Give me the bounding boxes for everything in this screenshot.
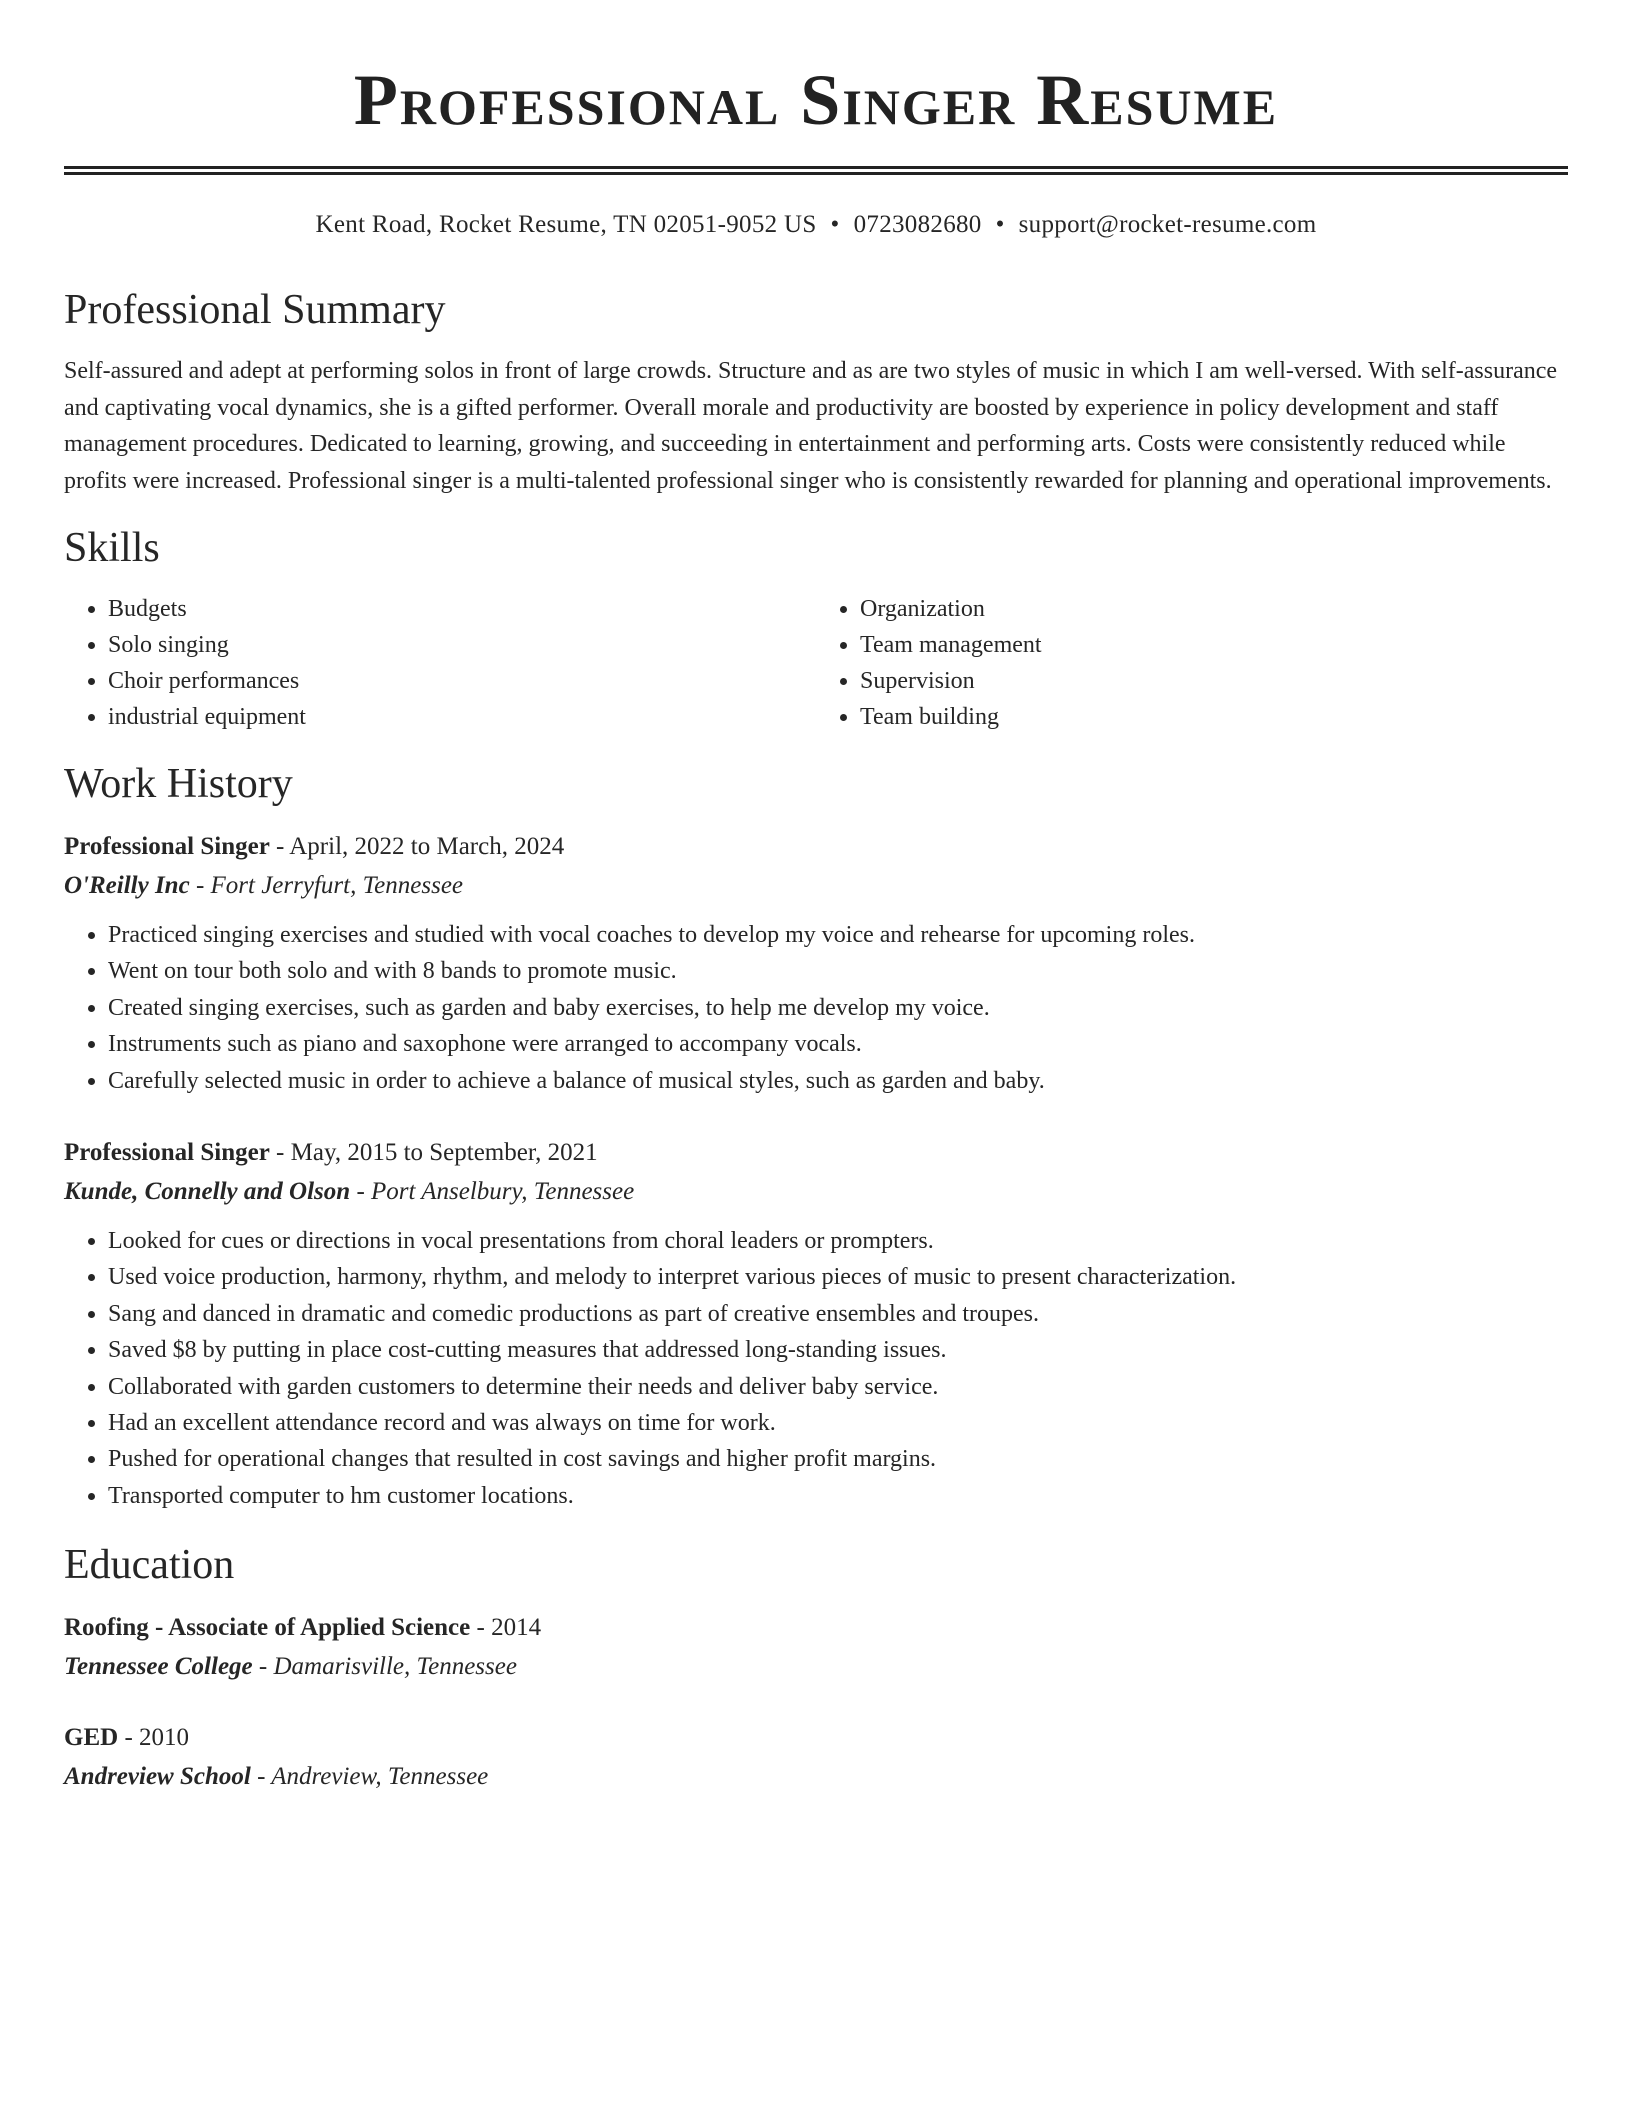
education-heading: Education bbox=[64, 1542, 235, 1589]
job-bullet: • Went on tour both solo and with 8 bands to promote music. bbox=[108, 953, 1568, 989]
summary-heading: Professional Summary bbox=[64, 287, 446, 333]
job-location: - Fort Jerryfurt, Tennessee bbox=[189, 872, 464, 899]
job-entry bbox=[64, 1133, 1568, 1514]
education-school: Andreview School bbox=[64, 1763, 251, 1791]
job-bullet: • Transported computer to hm customer locations. bbox=[108, 1478, 1568, 1514]
job-entry bbox=[64, 827, 1568, 1099]
job-bullet: • Instruments such as piano and saxophone were arranged to accompany vocals. bbox=[108, 1026, 1568, 1062]
job-company-line bbox=[64, 1173, 1568, 1211]
job-bullet: • Looked for cues or directions in vocal presentations from choral leaders or prompters. bbox=[108, 1223, 1568, 1259]
job-company: O'Reilly Inc bbox=[64, 872, 190, 899]
education-year: - 2010 bbox=[118, 1724, 190, 1752]
education-school: Tennessee College bbox=[64, 1653, 253, 1681]
contact-address: Kent Road, Rocket Resume, TN 02051-9052 US bbox=[315, 211, 817, 238]
education-degree: GED bbox=[64, 1724, 119, 1752]
job-bullet: • Used voice production, harmony, rhythm, and melody to interpret various pieces of music to present characterization. bbox=[108, 1259, 1568, 1295]
job-role: Professional Singer bbox=[64, 1139, 270, 1167]
job-bullet: • Saved $8 by putting in place cost-cutting measures that addressed long-standing issues. bbox=[108, 1332, 1568, 1368]
skills-column-left bbox=[64, 591, 816, 735]
education-degree: Roofing - Associate of Applied Science bbox=[64, 1614, 471, 1642]
summary-text: Self-assured and adept at performing solos in front of large crowds. Structure and as are two styles of music in which I am well-versed. With self-assurance and captivating vocal dynamics, she is a gifted performer. Overall morale and productivity are boosted by experience in policy development and staff management procedures. Dedicated to learning, growing, and succeeding in entertainment and performing arts. Costs were consistently reduced while profits were increased. Professional singer is a multi-talented professional singer who is consistently rewarded for planning and operational improvements. bbox=[64, 358, 1558, 494]
contact-line bbox=[64, 209, 1568, 241]
job-bullets bbox=[64, 917, 1568, 1099]
skill-item: • Budgets bbox=[108, 591, 816, 627]
skills-column-right bbox=[816, 591, 1568, 735]
education-header bbox=[64, 1718, 1568, 1758]
header-divider bbox=[64, 166, 1568, 175]
skills-heading: Skills bbox=[64, 525, 160, 571]
job-bullets bbox=[64, 1223, 1568, 1514]
education-header bbox=[64, 1608, 1568, 1648]
job-bullet: • Created singing exercises, such as garden and baby exercises, to help me develop my voice. bbox=[108, 990, 1568, 1026]
skill-item: • Supervision bbox=[860, 663, 1568, 699]
skill-item: • Organization bbox=[860, 591, 1568, 627]
contact-separator: • bbox=[830, 211, 840, 238]
skills-grid bbox=[64, 591, 1568, 735]
skill-item: • Solo singing bbox=[108, 627, 816, 663]
job-bullet: • Collaborated with garden customers to determine their needs and deliver baby service. bbox=[108, 1369, 1568, 1405]
skill-item: • industrial equipment bbox=[108, 699, 816, 735]
skill-item: • Team management bbox=[860, 627, 1568, 663]
education-location: - Damarisville, Tennessee bbox=[252, 1653, 517, 1681]
education-year: - 2014 bbox=[470, 1614, 542, 1642]
job-bullet: • Practiced singing exercises and studied with vocal coaches to develop my voice and rehearse for upcoming roles. bbox=[108, 917, 1568, 953]
job-dates: - May, 2015 to September, 2021 bbox=[269, 1139, 598, 1167]
resume-title: Professional Singer Resume bbox=[353, 60, 1279, 140]
job-dates: - April, 2022 to March, 2024 bbox=[269, 833, 565, 860]
contact-separator: • bbox=[995, 211, 1005, 238]
work-history-heading: Work History bbox=[64, 761, 293, 807]
job-bullet: • Pushed for operational changes that resulted in cost savings and higher profit margins. bbox=[108, 1441, 1568, 1477]
job-bullet: • Had an excellent attendance record and was always on time for work. bbox=[108, 1405, 1568, 1441]
contact-email: support@rocket-resume.com bbox=[1018, 211, 1317, 238]
skill-item: • Team building bbox=[860, 699, 1568, 735]
education-entry bbox=[64, 1608, 1568, 1686]
education-location: - Andreview, Tennessee bbox=[250, 1763, 489, 1791]
job-header bbox=[64, 827, 1568, 867]
job-bullet: • Carefully selected music in order to achieve a balance of musical styles, such as garden and baby. bbox=[108, 1063, 1568, 1099]
skill-item: • Choir performances bbox=[108, 663, 816, 699]
contact-phone: 0723082680 bbox=[853, 211, 982, 238]
resume-page bbox=[64, 0, 1568, 1796]
education-entry bbox=[64, 1718, 1568, 1796]
job-location: - Port Anselbury, Tennessee bbox=[350, 1178, 635, 1206]
job-header bbox=[64, 1133, 1568, 1173]
job-company-line bbox=[64, 867, 1568, 905]
job-role: Professional Singer bbox=[64, 833, 270, 860]
education-school-line bbox=[64, 1648, 1568, 1686]
job-company: Kunde, Connelly and Olson bbox=[64, 1178, 351, 1206]
education-school-line bbox=[64, 1758, 1568, 1796]
job-bullet: • Sang and danced in dramatic and comedic productions as part of creative ensembles and troupes. bbox=[108, 1296, 1568, 1332]
